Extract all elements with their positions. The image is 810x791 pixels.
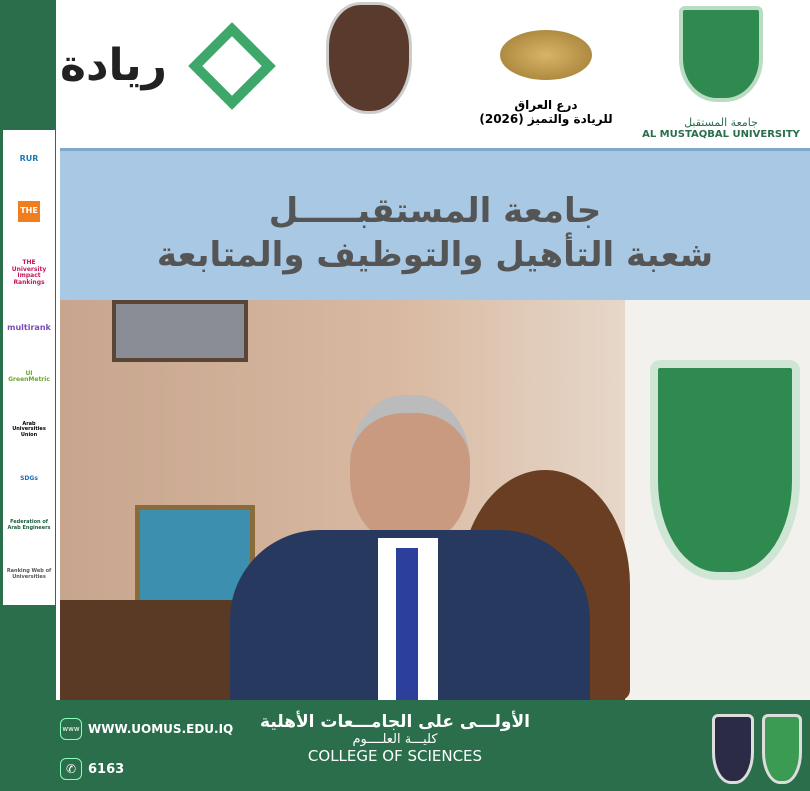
banner-title: جامعة المستقبـــــل (268, 191, 602, 231)
footer (0, 700, 810, 791)
the-impact-logo: THE University Impact Rankings (11, 259, 47, 286)
title-banner (60, 148, 810, 300)
webometrics-logo: Ranking Web of Universities (6, 568, 52, 580)
greenmetric-logo: UI GreenMetric (8, 369, 50, 384)
college-info: الأولـــى على الجامـــعات الأهلية كليـــة العلــــوم COLLEGE OF SCIENCES (260, 712, 530, 765)
rankings-sidebar (3, 130, 55, 605)
multirank-logo: multirank (7, 323, 51, 333)
rur-logo: RUR (19, 153, 39, 163)
portrait-photo (60, 300, 810, 700)
sdg-logo: SDGs (20, 474, 38, 482)
university-emblem-flag (650, 360, 800, 580)
header-logos (56, 0, 810, 148)
college-shield-logo (712, 714, 754, 784)
phone-link[interactable]: ✆ 6163 (60, 758, 124, 780)
wall-frame (112, 300, 248, 362)
tie (396, 548, 418, 700)
person-head (350, 395, 470, 545)
iraq-shield-award: درع العراق للريادة والتميز (2026) (451, 8, 641, 126)
arab-universities-logo: Arab Universities Union (12, 420, 46, 438)
the-logo: THE (18, 201, 40, 222)
banner-subtitle: شعبة التأهيل والتوظيف والمتابعة (156, 235, 714, 275)
university-shield-logo (762, 714, 802, 784)
globe-icon: www (60, 718, 82, 740)
al-mustaqbal-logo: جامعة المستقبل AL MUSTAQBAL UNIVERSITY (636, 6, 806, 140)
riyada-diamond-icon (188, 22, 276, 110)
phone-icon: ✆ (60, 758, 82, 780)
riyada-logo: ريادة (60, 40, 167, 91)
university-shield-logo (326, 2, 412, 114)
website-link[interactable]: www WWW.UOMUS.EDU.IQ (60, 718, 233, 740)
arab-engineers-logo: Federation of Arab Engineers (7, 519, 51, 531)
